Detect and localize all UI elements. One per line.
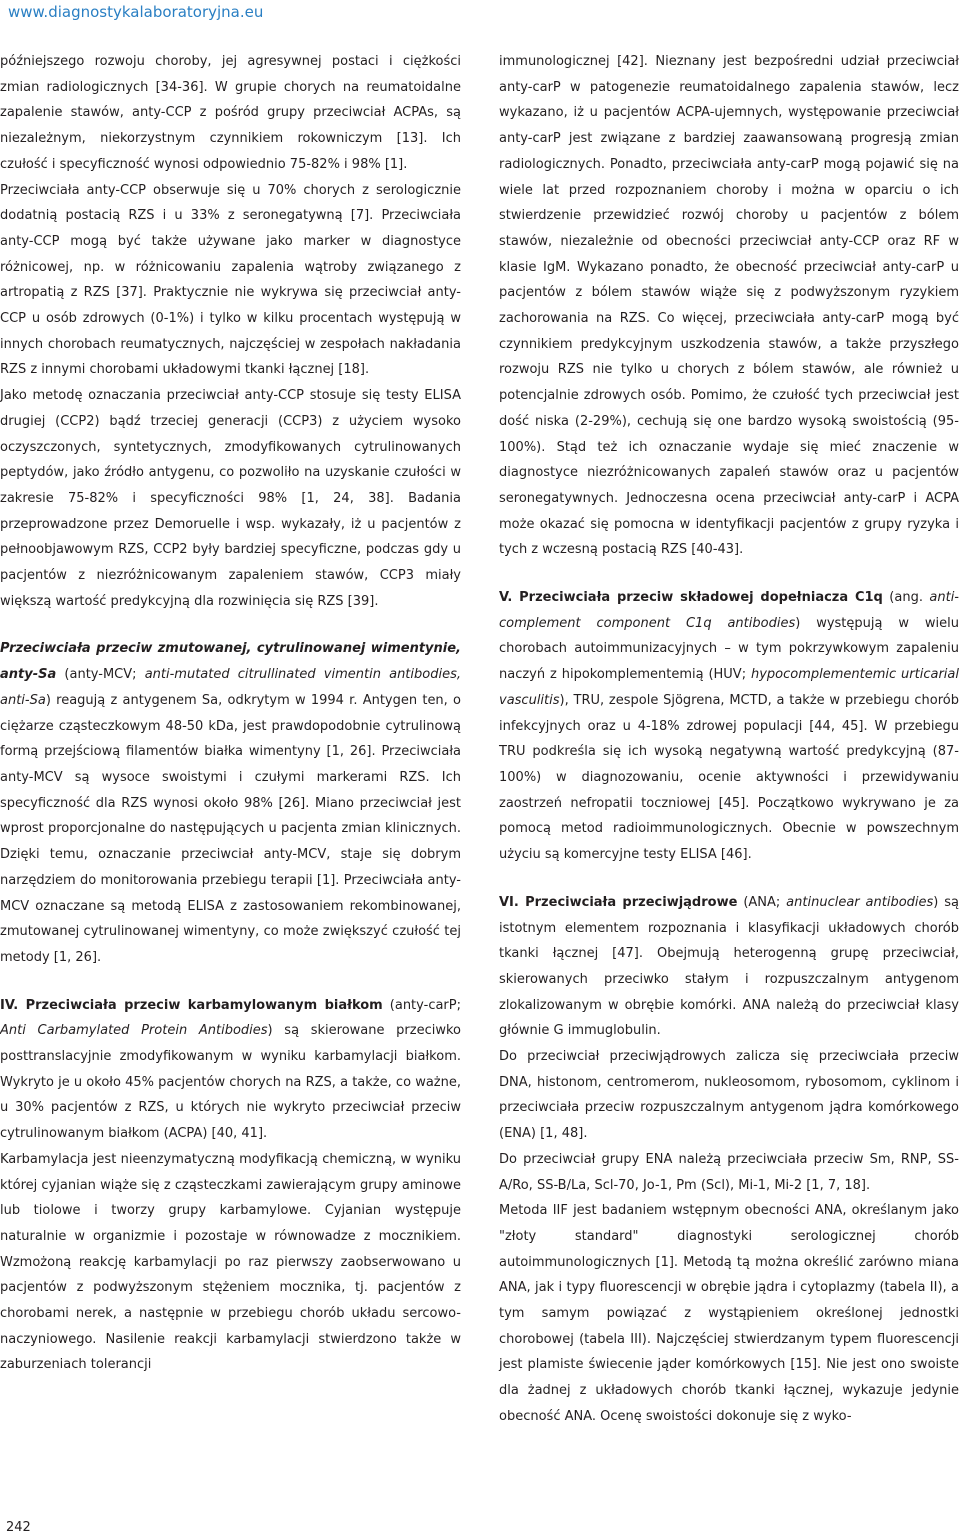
text: ) występują w wielu chorobach autoimmunizacyjnych – w tym pokrzywkowym zapaleniu naczyń z hipokomplementemią (HUV; bbox=[499, 615, 959, 683]
text: ), TRU, zespole Sjögrena, MCTD, a także w przebiegu chorób infekcyjnych oraz u 4-18% zdrowej populacji [44, 45]. W przebiegu TRU podkreśla się ich wysoką negatywną wartość predykcyjną (87-100%) w diagnozowaniu, ocenie aktywności i przewidywaniu zaostrzeń nefropatii toczniowej [45]. Początkowo wykrywano je za pomocą metod radioimmunologicznych. Obecnie w powszechnym użyciu są komercyjne testy ELISA [46]. bbox=[499, 692, 959, 863]
section-anti-mcv bbox=[0, 636, 461, 970]
section-heading: Przeciwciała przeciw zmutowanej, cytrulinowanej wimentynie, anty-Sa bbox=[0, 641, 461, 683]
left-column bbox=[0, 49, 461, 1378]
text: (ang. bbox=[882, 590, 930, 606]
paragraph: Jako metodę oznaczania przeciwciał anty-CCP stosuje się testy ELISA drugiej (CCP2) bądź trzeciej generacji (CCP3) z użyciem wysoko oczyszczonych, syntetycznych, zmodyfikowanych cytrulinowanych peptydów, jako źródło antygenu, co pozwoliło na uzyskanie czułości w zakresie 75-82% i specyficzności 98% [1, 24, 38]. Badania przeprowadzone przez Demoruelle i wsp. wykazały, iż u pacjentów z pełnoobjawowym RZS, CCP2 były bardziej specyficzne, podczas gdy u pacjentów z niezróżnicowanym zapaleniem stawów, CCP3 miały większą wartość predykcyjną dla rozwinięcia się RZS [39]. bbox=[0, 388, 461, 609]
paragraph: Przeciwciała anty-CCP obserwuje się u 70% chorych z serologicznie dodatnią postacią RZS i u 33% z seronegatywną [7]. Przeciwciała anty-CCP mogą być także używane jako marker w diagnostyce różnicowej, np. w różnicowaniu zapalenia wątroby związanego z artropatią z RZS [37]. Praktycznie nie wykrywa się przeciwciał anty-CCP u osób zdrowych (0-1%) i tylko w kilku procentach występują w innych chorobach reumatycznych, najczęściej w zespołach nakładania RZS z innymi chorobami układowymi tkanki łącznej [18]. bbox=[0, 182, 461, 378]
italic-text: hypocomplementemic urticarial vasculitis bbox=[499, 667, 960, 708]
text: ) reagują z antygenem Sa, odkrytym w 1994 r. Antygen ten, o ciężarze cząsteczkowym 48-50 kDa, jest prawdopodobnie cytrulinową formą przejściową filamentów białka wimentyny [1, 26]. Przeciwciała anty-MCV są wysoce swoistymi i czułymi markerami RZS. Ich specyficzność dla RZS wynosi około 98% [26]. Miano przeciwciał jest wprost proporcjonalne do następujących u pacjenta zmian klinicznych. Dzięki temu, oznaczanie przeciwciał anty-MCV, staje się dobrym narzędziem do monitorowania przebiegu terapii [1]. Przeciwciała anty-MCV oznaczane są metodą ELISA z zastosowaniem rekombinowanej, zmutowanej cytrulinowanej wimentyny, co może zwiększyć czułość tej metody [1, 26]. bbox=[0, 692, 461, 965]
italic-text: Anti Carbamylated Protein Antibodies bbox=[0, 1023, 268, 1039]
italic-text: antinuclear antibodies bbox=[786, 894, 934, 910]
section-heading: IV. Przeciwciała przeciw karbamylowanym białkom bbox=[0, 997, 383, 1013]
section-heading: VI. Przeciwciała przeciwjądrowe bbox=[499, 894, 738, 910]
italic-text: anti-complement component C1q antibodies bbox=[499, 590, 959, 631]
text: (anty-MCV; bbox=[56, 667, 145, 683]
text: (anty-carP; bbox=[382, 997, 461, 1013]
section-anti-c1q bbox=[499, 585, 959, 868]
right-column bbox=[499, 49, 959, 1430]
section-anti-carp bbox=[0, 993, 461, 1147]
paragraph: późniejszego rozwoju choroby, jej agresywnej postaci i ciężkości zmian radiologicznych [34-36]. W grupie chorych na reumatoidalne zapalenie stawów, anty-CCP z pośród grupy przeciwciał ACPAs, są niezależnym, niekorzystnym czynnikiem rokowniczym [13]. Ich czułość i specyficzność wynosi odpowiednio 75-82% i 98% [1]. bbox=[0, 54, 461, 172]
text: (ANA; bbox=[737, 894, 787, 910]
site-url[interactable]: www.diagnostykalaboratoryjna.eu bbox=[8, 3, 264, 21]
paragraph: immunologicznej [42]. Nieznany jest bezpośredni udział przeciwciał anty-carP w patogenezie reumatoidalnego zapalenia stawów, lecz wykazano, iż u pacjentów ACPA-ujemnych, występowanie przeciwciał anty-carP jest związane z bardziej zaawansowaną progresją zmian radiologicznych. Ponadto, przeciwciała anty-carP mogą pojawić się na wiele lat przed rozpoznaniem choroby i można w oparciu o ich stwierdzenie przewidzieć rozwój choroby u pacjentów z bólem stawów, niezależnie od obecności przeciwciał anty-CCP oraz RF w klasie IgM. Wykazano ponadto, że obecność przeciwciał anty-carP u pacjentów z bólem stawów wiąże się z podwyższonym ryzykiem zachorowania na RZS. Co więcej, przeciwciała anty-carP mogą być czynnikiem predykcyjnym uszkodzenia stawów, a także przyszłego rozwoju RZS nie tylko u chorych z bólem stawów, ale również u potencjalnie zdrowych osób. Pomimo, że czułość tych przeciwciał jest dość niska (2-29%), cechują się one bardzo wysoką swoistością (95-100%). Stąd też ich oznaczanie wydaje się mieć znaczenie w diagnostyce niezróżnicowanych zapaleń stawów oraz u pacjentów seronegatywnych. Jednoczesna ocena przeciwciał anty-carP i ACPA może okazać się pomocna w identyfikacji pacjentów z grupy ryzyka i tych z wczesną postacią RZS [40-43]. bbox=[499, 54, 959, 558]
paragraph: Karbamylacja jest nieenzymatyczną modyfikacją chemiczną, w wyniku której cyjanian wiąże się z cząsteczkami zawierającym grupy aminowe lub tiolowe i tworzy grupy karbamylowe. Cyjanian występuje naturalnie w organizmie i pozostaje w równowadze z mocznikiem. Wzmożoną reakcję karbamylacji po raz pierwszy zaobserwowano u pacjentów z podwyższonym stężeniem mocznika, tj. pacjentów z chorobami nerek, a następnie w przebiegu chorób układu sercowo-naczyniowego. Nasilenie reakcji karbamylacji stwierdzono także w zaburzeniach tolerancji bbox=[0, 1151, 461, 1373]
page-number: 242 bbox=[6, 1520, 31, 1535]
paragraph: Do przeciwciał przeciwjądrowych zalicza się przeciwciała przeciw DNA, histonom, centromerom, nukleosomom, rybosomom, cyklinom i przeciwciała przeciw rozpuszczalnym antygenom jądra komórkowego (ENA) [1, 48]. bbox=[499, 1049, 959, 1142]
italic-text: anti-mutated citrullinated vimentin antibodies, anti-Sa bbox=[0, 667, 461, 708]
text: ) są istotnym elementem rozpoznania i klasyfikacji układowych chorób tkanki łącznej [47]. Obejmują heterogenną grupę przeciwciał, skierowanych przeciwko stałym i rozpuszczalnym antygenom zlokalizowanym w obrębie komórki. ANA należą do przeciwciał klasy głównie G immuglobulin. bbox=[499, 894, 959, 1039]
text: ) są skierowane przeciwko posttranslacyjnie zmodyfikowanym w wyniku karbamylacji białkom. Wykryto je u około 45% pacjentów chorych na RZS, a także, co ważne, u 30% pacjentów z RZS, u których nie wykryto przeciwciał przeciw cytrulinowanym białkom (ACPA) [40, 41]. bbox=[0, 1023, 461, 1142]
paragraph: Do przeciwciał grupy ENA należą przeciwciała przeciw Sm, RNP, SS-A/Ro, SS-B/La, Scl-70, Jo-1, Pm (Scl), Mi-1, Mi-2 [1, 7, 18]. bbox=[499, 1151, 959, 1193]
section-ana bbox=[499, 890, 959, 1044]
paragraph: Metoda IIF jest badaniem wstępnym obecności ANA, określanym jako "złoty standard" diagnostyki serologicznej chorób autoimmunologicznych [1]. Metodą tą można określić zarówno miana ANA, jak i typy fluorescencji w obrębie jądra i cytoplazmy (tabela II), a tym samym powiązać z wystąpieniem określonej jednostki chorobowej (tabela III). Najczęściej stwierdzanym typem fluorescencji jest plamiste świecenie jąder komórkowych [15]. Nie jest ono swoiste dla żadnej z układowych chorób tkanki łącznej, wykazuje jedynie obecność ANA. Ocenę swoistości dokonuje się z wyko- bbox=[499, 1203, 959, 1424]
section-heading: V. Przeciwciała przeciw składowej dopełniacza C1q bbox=[499, 590, 883, 606]
